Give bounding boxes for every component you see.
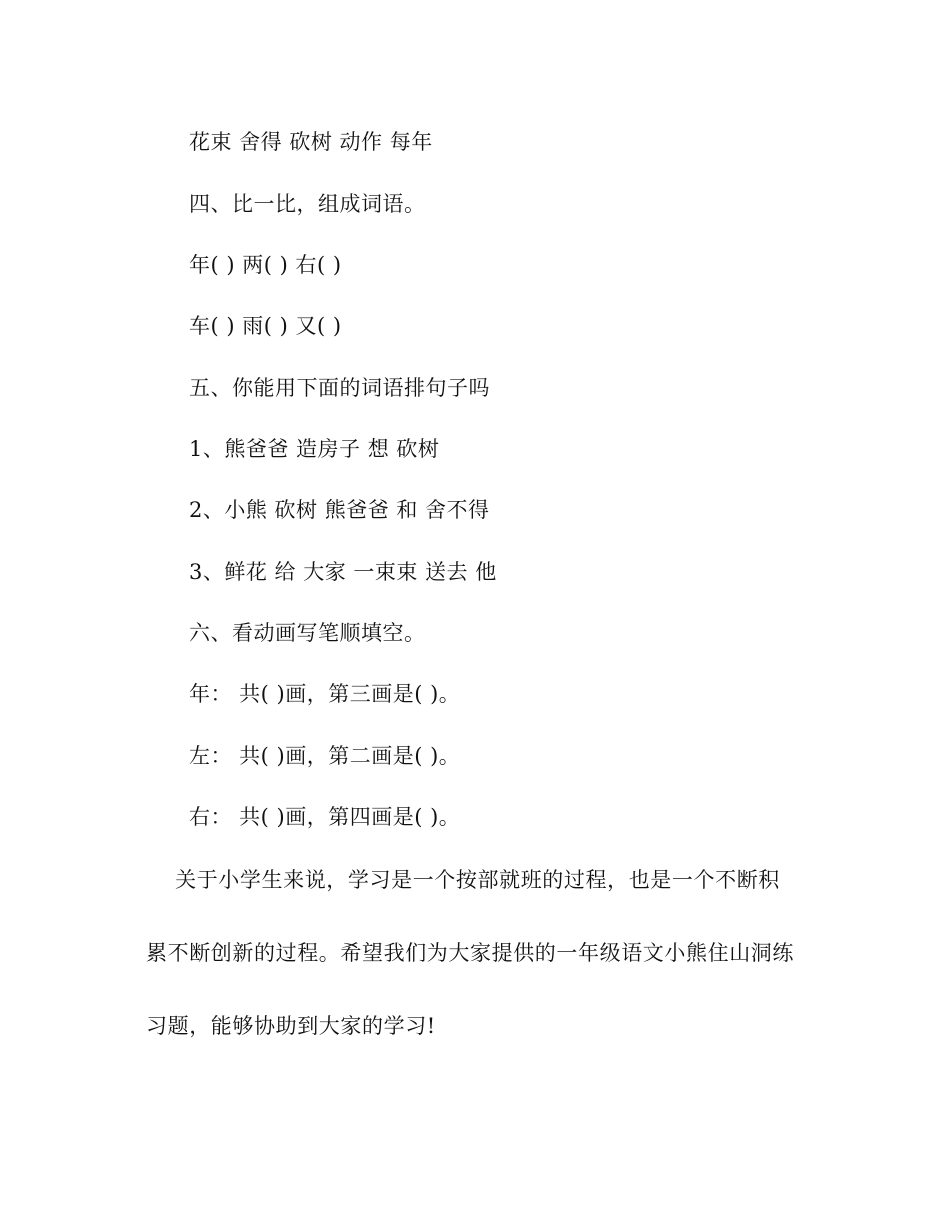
stroke-order-item-3: 右： 共( )画，第四画是( )。	[189, 805, 461, 829]
closing-line-2: 累不断创新的过程。希望我们为大家提供的一年级语文小熊住山洞练	[146, 941, 794, 965]
compare-words-row-2: 车( ) 雨( ) 又( )	[189, 314, 342, 338]
compare-words-row-1: 年( ) 两( ) 右( )	[189, 253, 342, 277]
closing-line-3: 习题，能够协助到大家的学习!	[146, 1014, 436, 1038]
section-five-heading: 五、你能用下面的词语排句子吗	[189, 376, 490, 400]
closing-line-1: 关于小学生来说，学习是一个按部就班的过程，也是一个不断积	[146, 868, 780, 892]
sentence-item-3: 3、鲜花 给 大家 一束束 送去 他	[189, 560, 497, 584]
sentence-item-1: 1、熊爸爸 造房子 想 砍树	[189, 437, 440, 461]
stroke-order-item-2: 左： 共( )画，第二画是( )。	[189, 744, 461, 768]
sentence-item-2: 2、小熊 砍树 熊爸爸 和 舍不得	[189, 498, 490, 522]
section-four-heading: 四、比一比，组成词语。	[189, 192, 426, 216]
section-six-heading: 六、看动画写笔顺填空。	[189, 621, 426, 645]
vocab-words-line: 花束 舍得 砍树 动作 每年	[189, 130, 433, 154]
stroke-order-item-1: 年： 共( )画，第三画是( )。	[189, 682, 461, 706]
